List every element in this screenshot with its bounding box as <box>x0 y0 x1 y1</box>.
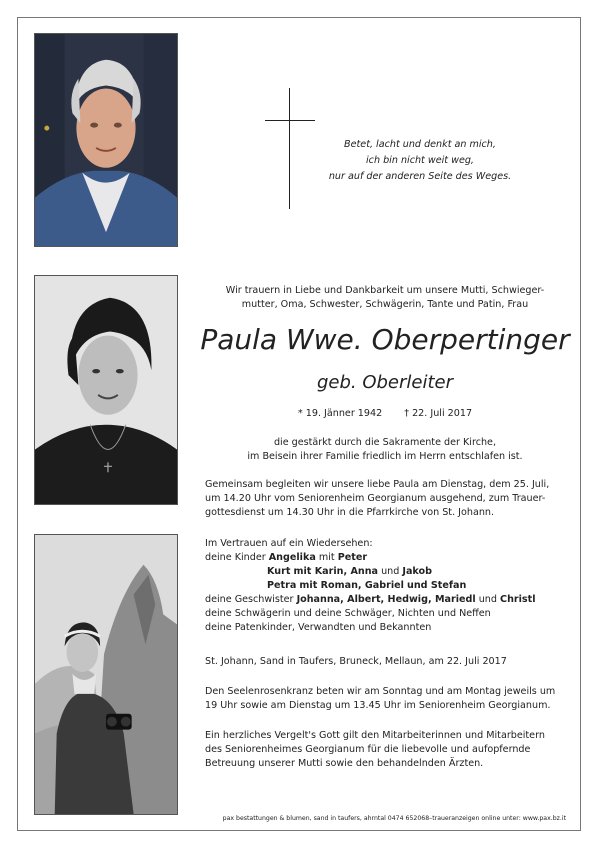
rosary-line: Den Seelenrosenkranz beten wir am Sonntag und am Montag jeweils um <box>205 686 556 697</box>
spouse-name: Peter <box>337 552 368 563</box>
and-word: und <box>381 566 400 577</box>
family-names: mit Karin, Anna <box>293 566 378 577</box>
thanks-text <box>205 729 565 771</box>
quote-line: ich bin nicht weit weg, <box>366 155 474 166</box>
cross-vertical-bar <box>289 88 290 209</box>
funeral-line: gottesdienst um 14.30 Uhr in die Pfarrkirche von St. Johann. <box>205 507 495 518</box>
sibling-name: Christl <box>500 594 536 605</box>
child-name: Petra <box>267 580 297 591</box>
children-line <box>205 565 565 579</box>
passing-line: im Beisein ihrer Familie friedlich im Herrn entschlafen ist. <box>247 451 523 462</box>
passing-text <box>205 436 565 464</box>
intro-text <box>205 284 565 312</box>
cross-horizontal-bar <box>265 120 315 121</box>
sibling-names: Johanna, Albert, Hedwig, Mariedl <box>296 594 476 605</box>
with-word: mit <box>318 552 335 563</box>
memorial-quote <box>320 137 520 185</box>
and-word: und <box>478 594 497 605</box>
birth-name: geb. Oberleiter <box>316 372 454 393</box>
funeral-line: Gemeinsam begleiten wir unsere liebe Paula am Dienstag, dem 25. Juli, <box>205 479 550 490</box>
thanks-line: Ein herzliches Vergelt's Gott gilt den Mitarbeiterinnen und Mitarbeitern <box>205 730 545 741</box>
rosary-line: 19 Uhr sowie am Dienstag um 13.45 Uhr im Seniorenheim Georgianum. <box>205 700 551 711</box>
funeral-info <box>205 478 565 520</box>
quote-line: nur auf der anderen Seite des Weges. <box>328 171 512 182</box>
inlaws-line: deine Schwägerin und deine Schwäger, Nichten und Neffen <box>205 608 491 619</box>
rosary-info <box>205 685 565 713</box>
portrait-photo-elderly <box>34 33 178 247</box>
birth-date: * 19. Jänner 1942 <box>297 408 383 419</box>
thanks-line: Betreuung unserer Mutti sowie den behandelnden Ärzten. <box>205 758 484 769</box>
children-line <box>205 579 565 593</box>
deceased-name: Paula Wwe. Oberpertinger <box>200 323 570 356</box>
intro-line: Wir trauern in Liebe und Dankbarkeit um unsere Mutti, Schwieger- <box>225 285 545 296</box>
quote-line: Betet, lacht und denkt an mich, <box>344 139 496 150</box>
child-name: Kurt <box>267 566 291 577</box>
children-line <box>205 551 565 565</box>
mountain-photo <box>34 534 178 815</box>
life-dates <box>205 407 565 421</box>
grandchild-name: Jakob <box>402 566 433 577</box>
children-prefix: deine Kinder <box>205 552 266 563</box>
mourners-heading: Im Vertrauen auf ein Wiedersehen: <box>205 538 373 549</box>
intro-line: mutter, Oma, Schwester, Schwägerin, Tante und Patin, Frau <box>241 299 529 310</box>
footer-contact: pax bestattungen & blumen, sand in taufers, ahrntal 0474 652068–traueranzeigen online unter: www.pax.bz.it <box>222 815 566 822</box>
siblings-prefix: deine Geschwister <box>205 594 294 605</box>
passing-line: die gestärkt durch die Sakramente der Kirche, <box>273 437 497 448</box>
grandchild-name: und Stefan <box>406 580 467 591</box>
child-name: Angelika <box>268 552 316 563</box>
family-names: mit Roman, Gabriel <box>299 580 404 591</box>
thanks-line: des Seniorenheimes Georgianum für die liebevolle und aufopfernde <box>205 744 531 755</box>
place-date: St. Johann, Sand in Taufers, Bruneck, Mellaun, am 22. Juli 2017 <box>205 656 507 667</box>
death-date: † 22. Juli 2017 <box>404 408 473 419</box>
funeral-line: um 14.20 Uhr vom Seniorenheim Georgianum ausgehend, zum Trauer- <box>205 493 546 504</box>
mourners-list <box>205 537 565 635</box>
portrait-photo-young <box>34 275 178 505</box>
siblings-line <box>205 593 565 607</box>
godchildren-line: deine Patenkinder, Verwandten und Bekannten <box>205 622 432 633</box>
